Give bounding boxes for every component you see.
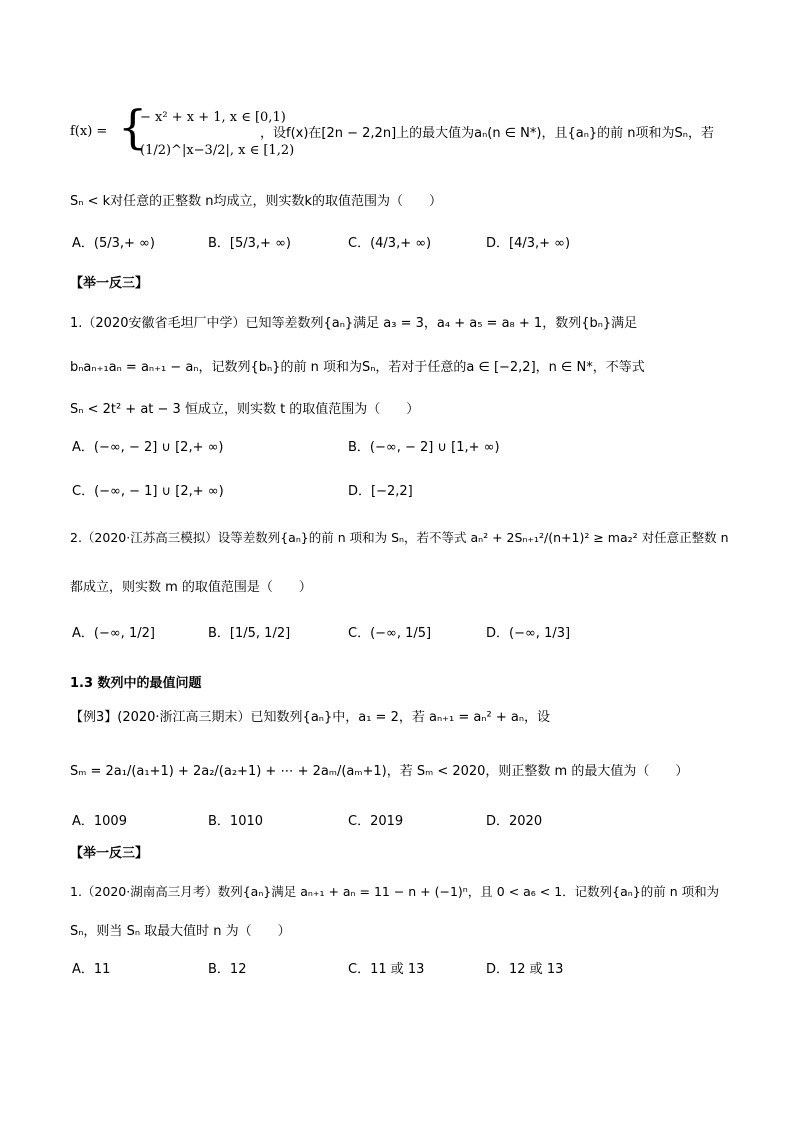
- problem-condition: Sₙ < k对任意的正整数 n均成立，则实数k的取值范围为（ ）: [70, 194, 443, 209]
- q2-option-a: A．(−∞, 1/2]: [72, 626, 155, 641]
- option-a: A．(5/3,+ ∞): [72, 236, 155, 251]
- example3-line2: Sₘ = 2a₁/(a₁+1) + 2a₂/(a₂+1) + ⋯ + 2aₘ/(aₘ+1)，若 Sₘ < 2020，则正整数 m 的最大值为（ ）: [70, 764, 689, 779]
- q1-option-d: D．[−2,2]: [348, 484, 413, 499]
- piecewise-case-1: − x² + x + 1, x ∈ [0,1): [140, 110, 286, 125]
- ex3-option-b: B．1010: [208, 814, 264, 829]
- problem-intro-text: ，设f(x)在[2n − 2,2n]上的最大值为aₙ(n ∈ N*)，且{aₙ}的前 n项和为Sₙ，若: [260, 126, 714, 141]
- option-d: D．[4/3,+ ∞): [486, 236, 571, 251]
- piecewise-case-2: (1/2)^|x−3/2|, x ∈ [1,2): [140, 143, 295, 158]
- option-b: B．[5/3,+ ∞): [208, 236, 291, 251]
- q2-line1: 2.（2020·江苏高三模拟）设等差数列{aₙ}的前 n 项和为 Sₙ，若不等式 aₙ² + 2Sₙ₊₁²/(n+1)² ≥ ma₂² 对任意正整数 n: [70, 530, 729, 545]
- q3-option-b: B．12: [208, 962, 247, 977]
- q1-option-c: C．(−∞, − 1] ∪ [2,+ ∞): [72, 484, 224, 499]
- fx-label: f(x) =: [70, 124, 108, 139]
- ex3-option-d: D．2020: [486, 814, 543, 829]
- option-c: C．(4/3,+ ∞): [348, 236, 432, 251]
- ex3-option-a: A．1009: [72, 814, 127, 829]
- q3-option-a: A．11: [72, 962, 111, 977]
- q1-option-a: A．(−∞, − 2] ∪ [2,+ ∞): [72, 440, 224, 455]
- section-title-practice: 【举一反三】: [70, 276, 149, 291]
- section-title-practice-2: 【举一反三】: [70, 846, 149, 861]
- example3-line1: 【例3】(2020·浙江高三期末）已知数列{aₙ}中，a₁ = 2，若 aₙ₊₁ = aₙ² + aₙ，设: [70, 710, 551, 725]
- q1-line2: bₙaₙ₊₁aₙ = aₙ₊₁ − aₙ，记数列{bₙ}的前 n 项和为Sₙ，若对于任意的a ∈ [−2,2]，n ∈ N*，不等式: [70, 360, 645, 375]
- q1-line1: 1.（2020安徽省毛坦厂中学）已知等差数列{aₙ}满足 a₃ = 3，a₄ + a₅ = a₈ + 1，数列{bₙ}满足: [70, 316, 638, 331]
- brace-symbol: {: [118, 100, 148, 154]
- q1-option-b: B．(−∞, − 2] ∪ [1,+ ∞): [348, 440, 500, 455]
- q3-option-c: C．11 或 13: [348, 962, 425, 977]
- q1-line3: Sₙ < 2t² + at − 3 恒成立，则实数 t 的取值范围为（ ）: [70, 402, 420, 417]
- q2-option-c: C．(−∞, 1/5]: [348, 626, 432, 641]
- q2-option-b: B．[1/5, 1/2]: [208, 626, 291, 641]
- q2-line2: 都成立，则实数 m 的取值范围是（ ）: [70, 580, 312, 595]
- q3-line1: 1.（2020·湖南高三月考）数列{aₙ}满足 aₙ₊₁ + aₙ = 11 − n + (−1)ⁿ，且 0 < a₆ < 1．记数列{aₙ}的前 n 项和为: [70, 884, 720, 899]
- q2-option-d: D．(−∞, 1/3]: [486, 626, 571, 641]
- ex3-option-c: C．2019: [348, 814, 404, 829]
- q3-option-d: D．12 或 13: [486, 962, 564, 977]
- section-heading: 1.3 数列中的最值问题: [70, 676, 202, 691]
- q3-line2: Sₙ，则当 Sₙ 取最大值时 n 为（ ）: [70, 924, 291, 939]
